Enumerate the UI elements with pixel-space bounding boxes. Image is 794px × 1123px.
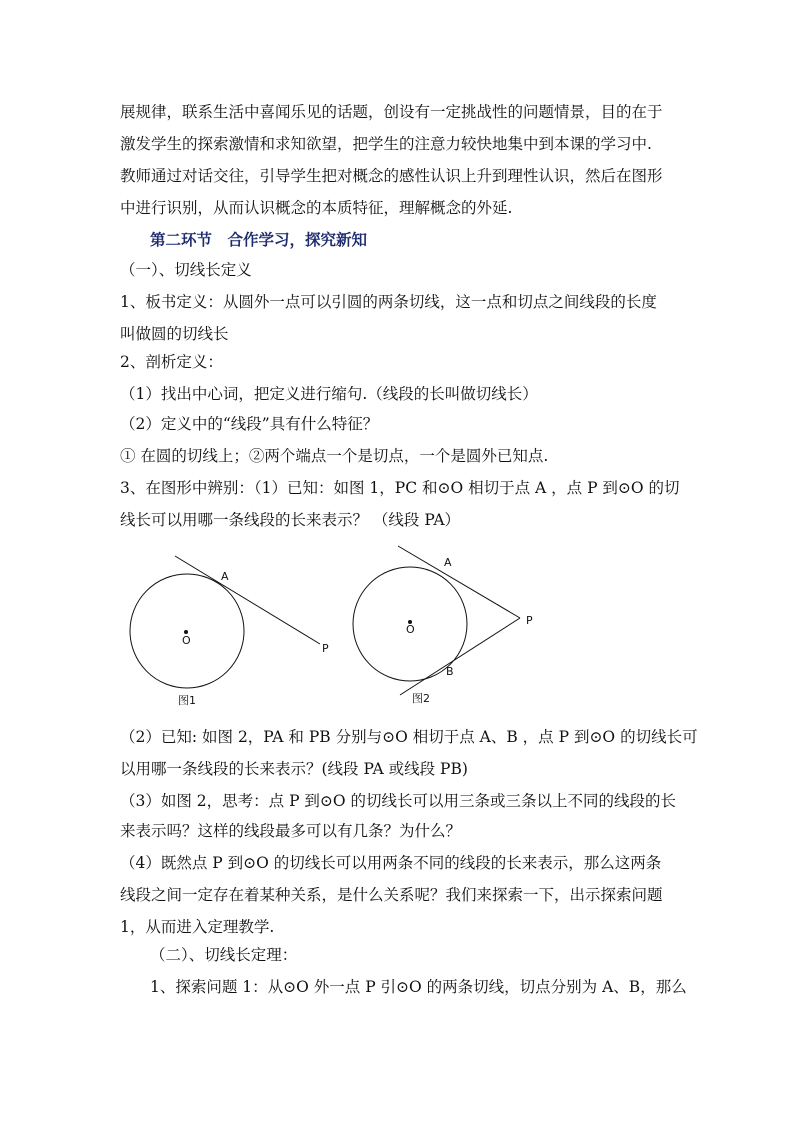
- analyze-heading: 2、剖析定义：: [120, 353, 223, 371]
- subsection-1-title: （一）、切线长定义: [120, 261, 252, 279]
- definition-line-2: 叫做圆的切线长: [120, 325, 229, 343]
- figure-1-label-A: A: [221, 570, 229, 583]
- question-3-line-1: （3）如图 2，思考：点 P 到⊙O 的切线长可以用三条或三条以上不同的线段的长: [120, 792, 677, 810]
- analyze-item-1: （1）找出中心词，把定义进行缩句.（线段的长叫做切线长）: [120, 385, 538, 403]
- analyze-item-3: ① 在圆的切线上；②两个端点一个是切点，一个是圆外已知点.: [120, 447, 549, 465]
- identify-line-1: 3、在图形中辨别：（1）已知：如图 1，PC 和⊙O 相切于点 A ，点 P 到⊙O 的切: [120, 479, 680, 497]
- figure-2-label-A: A: [444, 556, 452, 569]
- figure-2-tangent-PB: [400, 618, 520, 695]
- question-4-line-2: 线段之间一定存在着某种关系，是什么关系呢？我们来探索一下，出示探索问题: [120, 886, 663, 904]
- intro-line-4: 中进行识别，从而认识概念的本质特征，理解概念的外延.: [120, 199, 513, 217]
- question-2-line-2: 以用哪一条线段的长来表示？(线段 PA 或线段 PB): [120, 760, 468, 778]
- theorem-problem-1: 1、探索问题 1：从⊙O 外一点 P 引⊙O 的两条切线，切点分别为 A、B，那么: [150, 978, 687, 996]
- figure-2-label-P: P: [526, 614, 533, 627]
- figure-2-tangent-PA: [398, 546, 520, 618]
- intro-line-1: 展规律，联系生活中喜闻乐见的话题，创设有一定挑战性的问题情景，目的在于: [120, 103, 663, 121]
- question-2-line-1: （2）已知: 如图 2，PA 和 PB 分别与⊙O 相切于点 A、B ，点 P 到⊙O 的切线长可: [120, 728, 698, 746]
- analyze-item-2: （2）定义中的“线段”具有什么特征？: [120, 415, 379, 433]
- figure-1-diagram: [120, 550, 350, 715]
- figure-1-tangent-line: [175, 556, 320, 644]
- definition-line-1: 1、板书定义：从圆外一点可以引圆的两条切线，这一点和切点之间线段的长度: [120, 293, 657, 311]
- figure-2-label-B: B: [446, 665, 454, 678]
- intro-line-2: 激发学生的探索激情和求知欲望，把学生的注意力较快地集中到本课的学习中.: [120, 135, 652, 153]
- question-4-line-1: （4）既然点 P 到⊙O 的切线长可以用两条不同的线段的长来表示，那么这两条: [120, 854, 662, 872]
- figure-2-label-O: O: [406, 623, 415, 636]
- intro-line-3: 教师通过对话交往，引导学生把对概念的感性认识上升到理性认识，然后在图形: [120, 167, 663, 185]
- theorem-section-title: （二）、切线长定理：: [150, 946, 298, 964]
- figure-1-caption: 图1: [178, 694, 196, 707]
- section-2-title: 第二环节 合作学习，探究新知: [150, 230, 368, 249]
- figure-1-label-O: O: [182, 634, 191, 647]
- figure-2-diagram: [340, 540, 550, 715]
- figure-1-label-P: P: [322, 642, 329, 655]
- figure-2-caption: 图2: [412, 692, 430, 705]
- identify-line-2: 线长可以用哪一条线段的长来表示？ （线段 PA）: [120, 511, 461, 529]
- question-4-line-3: 1，从而进入定理教学.: [120, 918, 275, 936]
- question-3-line-2: 来表示吗？这样的线段最多可以有几条？为什么？: [120, 822, 462, 840]
